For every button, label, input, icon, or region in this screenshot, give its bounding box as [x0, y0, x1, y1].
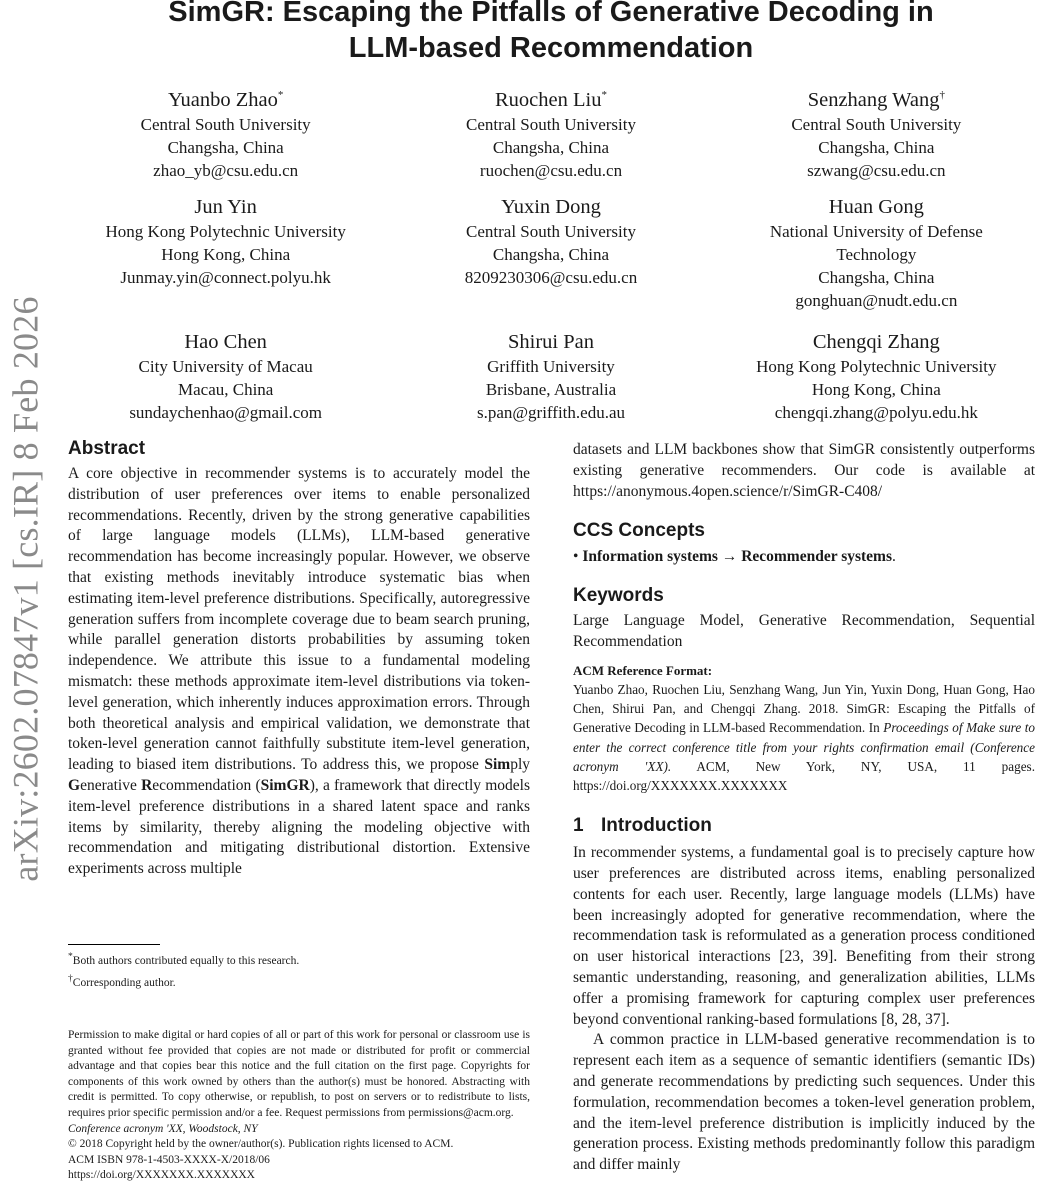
- footnote-area: [68, 944, 530, 991]
- abstract-body-end: ), a framework that directly models item-level preference distributions in a shared latent space and ranks items by similarity, thereby aligning the modeling objective with recommendation and mitigating distributional distortion. Extensive experiments across multiple: [68, 776, 530, 878]
- author-card: [68, 194, 383, 329]
- intro-paragraph-2: A common practice in LLM-based generative recommendation is to represent each item as a sequence of semantic identifiers (semantic IDs) and generate recommendations by predicting such sequences. Under this formulation, recommendation becomes a token-level generation problem, and the item-level preference distribution is implicitly induced by the generation process. Existing methods predominantly follow this paradigm and differ mainly: [573, 1031, 1035, 1174]
- keywords-heading: Keywords: [573, 585, 664, 607]
- author-affiliation: Central South University: [466, 114, 636, 134]
- copyright-line: © 2018 Copyright held by the owner/author(s). Publication rights licensed to ACM.: [68, 1138, 454, 1151]
- author-location: Hong Kong, China: [811, 380, 941, 399]
- conference-line: Conference acronym 'XX, Woodstock, NY: [68, 1122, 258, 1135]
- ccs-heading: CCS Concepts: [573, 520, 705, 542]
- abstract-continued: datasets and LLM backbones show that SimGR consistently outperforms existing generative recommenders. Our code is available at https://anonymous.4open.science/r/SimGR-C408/: [573, 441, 1035, 500]
- author-name: Yuanbo Zhao: [167, 88, 278, 111]
- author-email[interactable]: Junmay.yin@connect.polyu.hk: [120, 268, 331, 287]
- acm-ref-authors: Yuanbo Zhao, Ruochen Liu, Senzhang Wang, Jun Yin, Yuxin Dong, Huan Gong, Hao Chen, Shirui Pan, and Chengqi Zhang. 2018. SimGR: Escaping the Pitfalls of Generative Decoding in LLM-based Recommendation. In: [573, 681, 1035, 736]
- ccs-subconcept: Recommender systems: [741, 548, 892, 566]
- author-affiliation: City University of Macau: [138, 357, 313, 376]
- section-title: Introduction: [601, 815, 712, 837]
- author-location: Hong Kong, China: [161, 245, 291, 264]
- abstract-body: A core objective in recommender systems is to accurately model the distribution of user preferences over items to enable personalized recommendations. Recently, driven by the strong generative capabilities of large language models (LLMs), LLM-based generative recommendation has become increasingly popular. However, we observe that existing methods inevitably introduce systematic bias when estimating item-level preference distributions. Specifically, autoregressive generation suffers from incomplete coverage due to beam search pruning, while parallel generation distorts probabilities by assuming token independence. We attribute this issue to a fundamental modeling mismatch: these methods approximate item-level distributions via token-level generation, which inherently induces approximation errors. Through both theoretical analysis and empirical validation, we demonstrate that token-level generation cannot faithfully substitute item-level generation, leading to biased item distributions. To address this, we propose: [68, 465, 530, 774]
- footnote-rule: [68, 944, 160, 945]
- author-email[interactable]: zhao_yb@csu.edu.cn: [153, 160, 299, 180]
- author-location: Brisbane, Australia: [485, 380, 617, 399]
- author-affiliation: Griffith University: [487, 357, 615, 376]
- footnote-text: Both authors contributed equally to this research.: [72, 954, 300, 967]
- doi-line[interactable]: https://doi.org/XXXXXXX.XXXXXXX: [68, 1169, 255, 1182]
- author-card: [68, 82, 383, 194]
- keywords-text: Large Language Model, Generative Recommendation, Sequential Recommendation: [573, 612, 1035, 651]
- author-affiliation-line2: Technology: [836, 245, 917, 264]
- permission-text: Permission to make digital or hard copies of all or part of this work for personal or classroom use is granted without fee provided that copies are not made or distributed for profit or commercial advantage and that copies bear this notice and the full citation on the first page. Copyrights for components of this work owned by others than the author(s) must be honored. Abstracting with credit is permitted. To copy otherwise, or republish, to post on servers or to redistribute to lists, requires prior specific permission and/or a fee. Request permissions from permissions@acm.org.: [68, 1029, 530, 1119]
- author-card: [68, 329, 383, 429]
- author-email[interactable]: 8209230306@csu.edu.cn: [464, 268, 638, 287]
- author-card: [393, 329, 708, 429]
- author-affiliation: National University of Defense: [769, 222, 983, 241]
- footnote-corresponding: [68, 971, 530, 991]
- author-location: Changsha, China: [492, 137, 610, 157]
- author-mark: *: [277, 89, 284, 101]
- arxiv-stamp: [0, 258, 52, 920]
- author-affiliation: Hong Kong Polytechnic University: [756, 357, 997, 376]
- isbn-line: ACM ISBN 978-1-4503-XXXX-X/2018/06: [68, 1153, 270, 1166]
- author-location: Changsha, China: [818, 137, 935, 157]
- author-name: Yuxin Dong: [501, 196, 601, 218]
- title-line-1: SimGR: Escaping the Pitfalls of Generative Decoding in: [168, 0, 934, 28]
- footnote-mark: †: [68, 972, 73, 984]
- author-card: [393, 194, 708, 329]
- author-name: Shirui Pan: [507, 331, 594, 353]
- author-affiliation: Central South University: [791, 114, 962, 134]
- right-column: [573, 440, 1035, 1176]
- author-mark: †: [939, 89, 945, 101]
- permission-block: [68, 1028, 530, 1184]
- author-location: Macau, China: [177, 380, 274, 399]
- name-part: enerative: [80, 776, 142, 794]
- intro-heading: [573, 813, 1035, 839]
- author-email[interactable]: gonghuan@nudt.edu.cn: [795, 291, 958, 310]
- paper-title: [68, 0, 1034, 66]
- acm-ref-heading: ACM Reference Format:: [573, 662, 713, 678]
- ccs-arrow: →: [721, 548, 738, 566]
- footnote-text: Corresponding author.: [72, 976, 176, 989]
- author-affiliation: Central South University: [466, 222, 636, 241]
- author-block: [68, 82, 1034, 429]
- left-column: [68, 436, 530, 1182]
- author-name: Senzhang Wang: [807, 88, 940, 111]
- intro-paragraph-1: In recommender systems, a fundamental goal is to precisely capture how user preferences are distributed across items, enabling personalized contents for each user. Recently, large language models (LLMs) have been increasingly adopted for generative recommendation, where the recommendation task is reformulated as a generation process conditioned on user historical interactions [23, 39]. Benefiting from their strong semantic understanding, reasoning, and generalization abilities, LLMs offer a promising framework for capturing complex user preferences beyond conventional ranking-based formulations [8, 28, 37].: [573, 844, 1035, 1028]
- footnote-equal: [68, 949, 530, 969]
- name-part: Sim: [484, 756, 511, 774]
- author-email[interactable]: s.pan@griffith.edu.au: [476, 403, 625, 422]
- author-name: Huan Gong: [828, 196, 924, 218]
- ccs-concept: Information systems: [582, 548, 718, 566]
- acm-ref-text: [573, 680, 1035, 795]
- author-card: [719, 82, 1034, 194]
- author-name: Jun Yin: [194, 196, 257, 218]
- name-part: G: [68, 776, 81, 794]
- title-line-2: LLM-based Recommendation: [348, 32, 754, 64]
- author-name: Hao Chen: [184, 331, 267, 353]
- author-card: [393, 82, 708, 194]
- author-email[interactable]: chengqi.zhang@polyu.edu.hk: [774, 403, 978, 422]
- section-number: 1: [573, 815, 584, 837]
- ccs-end: .: [892, 548, 896, 566]
- acm-ref-venue: Proceedings of Make sure to enter the correct conference title from your rights confirmation email (Conference acronym 'XX).: [573, 720, 1035, 774]
- author-location: Changsha, China: [818, 268, 935, 287]
- author-email[interactable]: ruochen@csu.edu.cn: [479, 160, 623, 180]
- author-name: Ruochen Liu: [495, 88, 602, 111]
- name-part: R: [141, 776, 153, 794]
- ccs-concepts: [573, 546, 1035, 567]
- name-part: ply: [510, 756, 530, 774]
- arxiv-stamp-text: arXiv:2602.07847v1 [cs.IR] 8 Feb 2026: [6, 296, 46, 882]
- author-card: [719, 329, 1034, 429]
- ccs-bullet: •: [573, 548, 579, 566]
- acronym: SimGR: [260, 776, 310, 794]
- acm-ref-tail: ACM, New York, NY, USA, 11 pages. https://doi.org/XXXXXXX.XXXXXXX: [573, 758, 1035, 793]
- abstract-text: [68, 464, 530, 880]
- footnote-mark: *: [68, 951, 73, 962]
- author-email[interactable]: sundaychenhao@gmail.com: [129, 403, 322, 422]
- abstract-heading: Abstract: [68, 438, 146, 459]
- author-location: Changsha, China: [167, 137, 284, 157]
- author-affiliation: Hong Kong Polytechnic University: [105, 222, 346, 241]
- author-affiliation: Central South University: [140, 114, 311, 134]
- author-name: Chengqi Zhang: [812, 331, 940, 353]
- name-part: ecommendation (: [152, 776, 261, 794]
- author-location: Changsha, China: [492, 245, 610, 264]
- author-card: [719, 194, 1034, 329]
- author-mark: *: [601, 89, 607, 101]
- author-email[interactable]: szwang@csu.edu.cn: [807, 160, 946, 180]
